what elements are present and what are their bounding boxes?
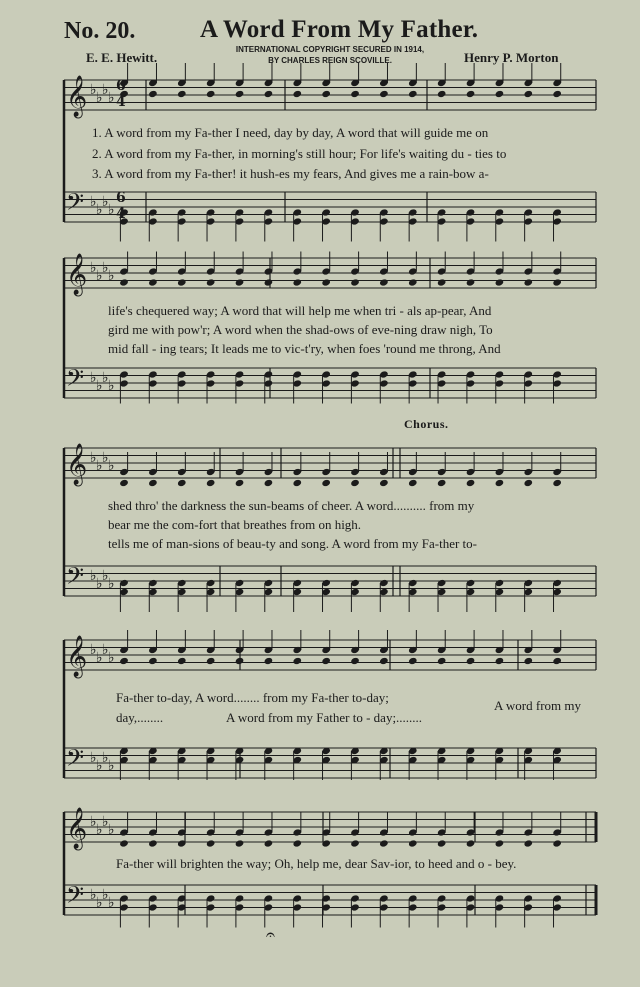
- note-head: [350, 278, 360, 286]
- note-head: [177, 278, 187, 286]
- flat-sign-icon: ♭: [108, 576, 115, 592]
- note-head: [437, 90, 447, 98]
- note-head: [495, 657, 505, 665]
- note-head: [292, 278, 302, 286]
- composer-credit: Henry P. Morton: [464, 50, 559, 65]
- note-head: [206, 278, 216, 286]
- flat-sign-icon: ♭: [90, 568, 97, 584]
- note-head: [177, 657, 187, 665]
- note-head: [552, 657, 562, 665]
- treble-clef-icon: 𝄞: [66, 76, 88, 117]
- note-head: [264, 839, 274, 847]
- flat-sign-icon: ♭: [102, 814, 109, 830]
- copyright-line-2: BY CHARLES REIGN SCOVILLE.: [268, 56, 392, 65]
- note-head: [495, 479, 505, 487]
- flat-sign-icon: ♭: [96, 758, 103, 774]
- note-head: [206, 657, 216, 665]
- flat-sign-icon: ♭: [90, 750, 97, 766]
- note-head: [235, 657, 245, 665]
- flat-sign-icon: ♭: [102, 194, 109, 210]
- bass-clef-icon: 𝄢: [66, 744, 85, 777]
- note-head: [148, 657, 158, 665]
- note-head: [321, 479, 331, 487]
- bass-clef-icon: 𝄢: [66, 881, 85, 914]
- note-head: [206, 90, 216, 98]
- note-head: [437, 479, 447, 487]
- flat-sign-icon: ♭: [90, 194, 97, 210]
- note-head: [495, 90, 505, 98]
- flat-sign-icon: ♭: [96, 650, 103, 666]
- note-head: [350, 479, 360, 487]
- flat-sign-icon: ♭: [96, 90, 103, 106]
- note-head: [264, 657, 274, 665]
- note-head: [264, 278, 274, 286]
- note-head: [148, 90, 158, 98]
- bass-clef-icon: 𝄢: [66, 364, 85, 397]
- flat-sign-icon: ♭: [96, 202, 103, 218]
- note-head: [292, 479, 302, 487]
- note-head: [379, 839, 389, 847]
- note-head: [523, 90, 533, 98]
- lyric-s1-verse1: 1. A word from my Fa-ther I need, day by day, A word that will guide me on: [92, 125, 489, 140]
- note-head: [177, 479, 187, 487]
- note-head: [292, 839, 302, 847]
- treble-clef-icon: 𝄞: [66, 808, 88, 849]
- bass-clef-icon: 𝄢: [66, 188, 85, 221]
- lyric-s2-verse3: mid fall - ing tears; It leads me to vic-t'ry, when foes 'round me throng, And: [108, 341, 501, 356]
- lyric-s3-verse3: tells me of man-sions of beau-ty and song. A word from my Fa-ther to-: [108, 536, 477, 551]
- lyric-s4-line1-right: A word from my: [494, 698, 582, 713]
- note-head: [466, 278, 476, 286]
- lyric-s4-line2-right: A word from my Father to - day;........: [226, 710, 423, 725]
- note-head: [148, 479, 158, 487]
- note-head: [119, 278, 129, 286]
- note-head: [437, 657, 447, 665]
- note-head: [264, 479, 274, 487]
- treble-clef-icon: 𝄞: [66, 444, 88, 485]
- lyric-s2-verse2: gird me with pow'r; A word when the shad-ows of eve-ning draw nigh, To: [108, 322, 493, 337]
- flat-sign-icon: ♭: [102, 887, 109, 903]
- note-head: [495, 278, 505, 286]
- note-head: [523, 657, 533, 665]
- hymn-number: No. 20.: [64, 18, 136, 44]
- hymn-title: A Word From My Father.: [200, 16, 479, 43]
- note-head: [321, 278, 331, 286]
- flat-sign-icon: ♭: [90, 887, 97, 903]
- note-head: [379, 278, 389, 286]
- note-head: [350, 657, 360, 665]
- note-head: [119, 839, 129, 847]
- flat-sign-icon: ♭: [108, 895, 115, 911]
- note-head: [235, 839, 245, 847]
- flat-sign-icon: ♭: [90, 82, 97, 98]
- flat-sign-icon: ♭: [102, 370, 109, 386]
- note-head: [148, 278, 158, 286]
- treble-clef-icon: 𝄞: [66, 636, 88, 677]
- lyric-s1-verse2: 2. A word from my Fa-ther, in morning's still hour; For life's waiting du - ties to: [92, 146, 507, 161]
- note-head: [552, 839, 562, 847]
- note-head: [408, 479, 418, 487]
- note-head: [264, 90, 274, 98]
- lyric-s4-line1: Fa-ther to-day, A word........ from my Fa-ther to-day;: [116, 690, 389, 705]
- note-head: [206, 479, 216, 487]
- flat-sign-icon: ♭: [108, 268, 115, 284]
- note-head: [437, 839, 447, 847]
- bass-clef-icon: 𝄢: [66, 562, 85, 595]
- chorus-label: Chorus.: [404, 417, 449, 431]
- flat-sign-icon: ♭: [90, 370, 97, 386]
- time-signature-bottom: 4: [116, 94, 126, 110]
- note-head: [379, 657, 389, 665]
- flat-sign-icon: ♭: [102, 450, 109, 466]
- note-head: [466, 479, 476, 487]
- note-head: [408, 657, 418, 665]
- copyright-line-1: INTERNATIONAL COPYRIGHT SECURED IN 1914,: [235, 45, 425, 54]
- flat-sign-icon: ♭: [102, 642, 109, 658]
- note-head: [321, 90, 331, 98]
- flat-sign-icon: ♭: [102, 260, 109, 276]
- note-head: [321, 657, 331, 665]
- note-head: [379, 479, 389, 487]
- flat-sign-icon: ♭: [90, 642, 97, 658]
- lyric-s3-verse1: shed thro' the darkness the sun-beams of cheer. A word.......... from my: [108, 498, 475, 513]
- flat-sign-icon: ♭: [108, 90, 115, 106]
- flat-sign-icon: ♭: [108, 202, 115, 218]
- flat-sign-icon: ♭: [90, 450, 97, 466]
- note-head: [177, 90, 187, 98]
- note-head: [148, 839, 158, 847]
- lyric-s2-verse1: life's chequered way; A word that will help me when tri - als ap-pear, And: [108, 303, 492, 318]
- author-credit: E. E. Hewitt.: [86, 50, 158, 65]
- fermata-icon: 𝄐: [266, 925, 275, 944]
- lyric-s3-verse2: bear me the com-fort that breathes from on high.: [108, 517, 362, 532]
- flat-sign-icon: ♭: [108, 458, 115, 474]
- flat-sign-icon: ♭: [102, 750, 109, 766]
- flat-sign-icon: ♭: [96, 822, 103, 838]
- note-head: [408, 278, 418, 286]
- flat-sign-icon: ♭: [96, 378, 103, 394]
- flat-sign-icon: ♭: [102, 568, 109, 584]
- flat-sign-icon: ♭: [96, 576, 103, 592]
- note-head: [350, 839, 360, 847]
- note-head: [552, 90, 562, 98]
- note-head: [350, 90, 360, 98]
- flat-sign-icon: ♭: [108, 758, 115, 774]
- note-head: [119, 657, 129, 665]
- note-head: [379, 90, 389, 98]
- note-head: [552, 479, 562, 487]
- note-head: [235, 479, 245, 487]
- flat-sign-icon: ♭: [96, 895, 103, 911]
- note-head: [495, 839, 505, 847]
- flat-sign-icon: ♭: [96, 458, 103, 474]
- time-signature-top: 6: [116, 78, 126, 94]
- flat-sign-icon: ♭: [90, 260, 97, 276]
- flat-sign-icon: ♭: [90, 814, 97, 830]
- note-head: [408, 839, 418, 847]
- time-signature-top: 6: [116, 190, 126, 206]
- note-head: [408, 90, 418, 98]
- note-head: [206, 839, 216, 847]
- note-head: [523, 479, 533, 487]
- note-head: [292, 90, 302, 98]
- flat-sign-icon: ♭: [96, 268, 103, 284]
- note-head: [466, 90, 476, 98]
- lyric-s4-line2-left: day,........: [116, 710, 164, 725]
- flat-sign-icon: ♭: [102, 82, 109, 98]
- note-head: [466, 657, 476, 665]
- flat-sign-icon: ♭: [108, 650, 115, 666]
- flat-sign-icon: ♭: [108, 378, 115, 394]
- note-head: [466, 839, 476, 847]
- note-head: [235, 90, 245, 98]
- note-head: [437, 278, 447, 286]
- time-signature-bottom: 4: [116, 206, 126, 222]
- note-head: [235, 278, 245, 286]
- note-head: [119, 479, 129, 487]
- flat-sign-icon: ♭: [108, 822, 115, 838]
- lyric-s1-verse3: 3. A word from my Fa-ther! it hush-es my fears, And gives me a rain-bow a-: [92, 166, 489, 181]
- lyric-s5: Fa-ther will brighten the way; Oh, help me, dear Sav-ior, to heed and o - bey.: [116, 856, 517, 871]
- note-head: [523, 839, 533, 847]
- note-head: [552, 278, 562, 286]
- treble-clef-icon: 𝄞: [66, 254, 88, 295]
- note-head: [292, 657, 302, 665]
- note-head: [523, 278, 533, 286]
